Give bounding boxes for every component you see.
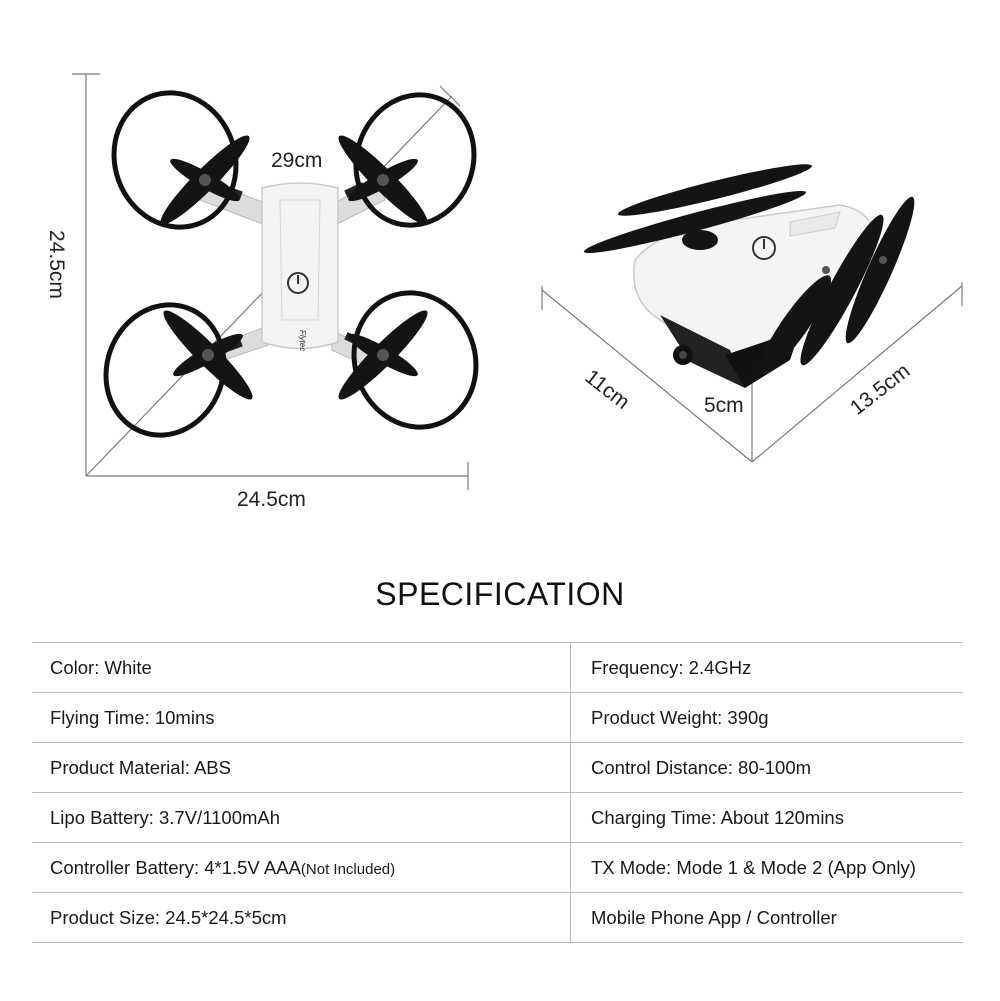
table-row: [32, 793, 963, 843]
spec-cell: TX Mode: Mode 1 & Mode 2 (App Only): [571, 843, 964, 893]
spec-value: Controller Battery: 4*1.5V AAA: [50, 856, 301, 878]
spec-cell: Product Size: 24.5*24.5*5cm: [32, 893, 571, 943]
drone-folded-view: [582, 157, 924, 388]
spec-note: (Not Included): [300, 860, 396, 878]
table-row: [32, 643, 963, 693]
spec-cell: Flying Time: 10mins: [32, 693, 571, 743]
folded-length-label: 11cm: [580, 365, 634, 414]
spec-cell: Lipo Battery: 3.7V/1100mAh: [32, 793, 571, 843]
spec-cell: Charging Time: About 120mins: [571, 793, 964, 843]
height-dimension-label: 24.5cm: [45, 230, 68, 299]
spec-cell: Product Material: ABS: [32, 743, 571, 793]
spec-title: SPECIFICATION: [375, 576, 625, 612]
folded-height-label: 5cm: [704, 394, 744, 417]
spec-cell: Product Weight: 390g: [571, 693, 964, 743]
spec-cell: Mobile Phone App / Controller: [571, 893, 964, 943]
table-row: [32, 893, 963, 943]
table-row: [32, 743, 963, 793]
width-dimension-label: 24.5cm: [237, 488, 306, 511]
spec-cell: [32, 843, 571, 893]
diagonal-dimension-label: 29cm: [271, 149, 323, 172]
folded-width-label: 13.5cm: [845, 359, 915, 420]
drone-top-view: [88, 76, 495, 452]
spec-cell: Frequency: 2.4GHz: [571, 643, 964, 693]
spec-table: [32, 642, 963, 943]
brand-mark: Flytec: [298, 330, 307, 352]
spec-cell: Color: White: [32, 643, 571, 693]
table-row: [32, 693, 963, 743]
table-row: [32, 843, 963, 893]
spec-cell: Control Distance: 80-100m: [571, 743, 964, 793]
